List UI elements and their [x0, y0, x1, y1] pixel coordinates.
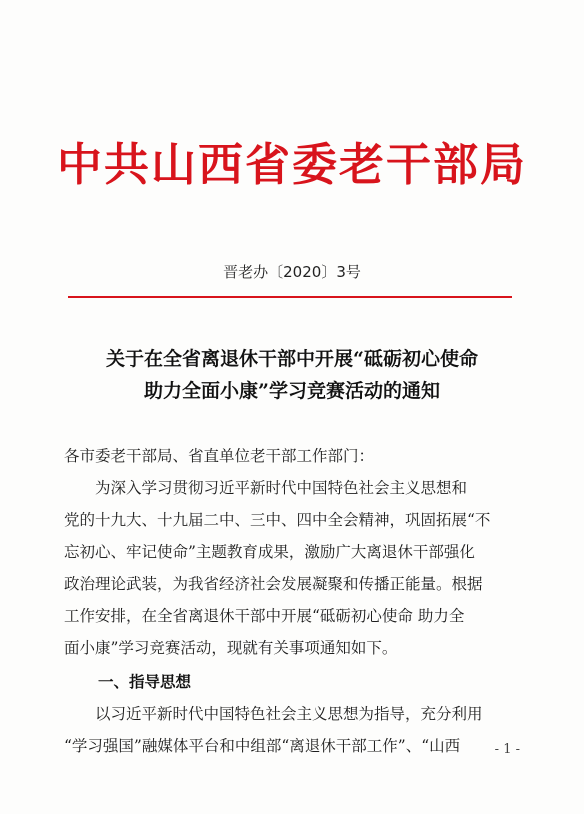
document-number: 晋老办〔2020〕3号 — [223, 263, 361, 281]
paragraph-line: 面小康”学习竞赛活动，现就有关事项通知如下。 — [64, 639, 398, 657]
section-heading: 一、指导思想 — [98, 673, 192, 691]
issuer-header: 中共山西省委老干部局 — [56, 138, 527, 191]
paragraph-line: 工作安排，在全省离退休干部中开展“砥砺初心使命 助力全 — [64, 607, 465, 625]
paragraph-line: 以习近平新时代中国特色社会主义思想为指导，充分利用 — [95, 705, 483, 723]
red-separator-line — [68, 296, 512, 298]
paragraph-line: 政治理论武装，为我省经济社会发展凝聚和传播正能量。根据 — [64, 575, 483, 593]
paragraph-line: 忘初心、牢记使命”主题教育成果，激励广大离退休干部强化 — [64, 543, 475, 561]
salutation: 各市委老干部局、省直单位老干部工作部门： — [64, 447, 375, 465]
document-title — [40, 343, 544, 407]
paragraph-line: 党的十九大、十九届二中、三中、四中全会精神，巩固拓展“不 — [64, 511, 491, 529]
page-number: - 1 - — [494, 742, 520, 757]
paragraph-line: 为深入学习贯彻习近平新时代中国特色社会主义思想和 — [95, 479, 468, 497]
title-line: 助力全面小康”学习竞赛活动的通知 — [144, 380, 440, 402]
paragraph-1 — [64, 472, 524, 664]
paragraph-2 — [64, 698, 524, 762]
title-line: 关于在全省离退休干部中开展“砥砺初心使命 — [106, 348, 478, 370]
paragraph-line: “学习强国”融媒体平台和中组部“离退休干部工作”、“山西 — [64, 737, 461, 755]
